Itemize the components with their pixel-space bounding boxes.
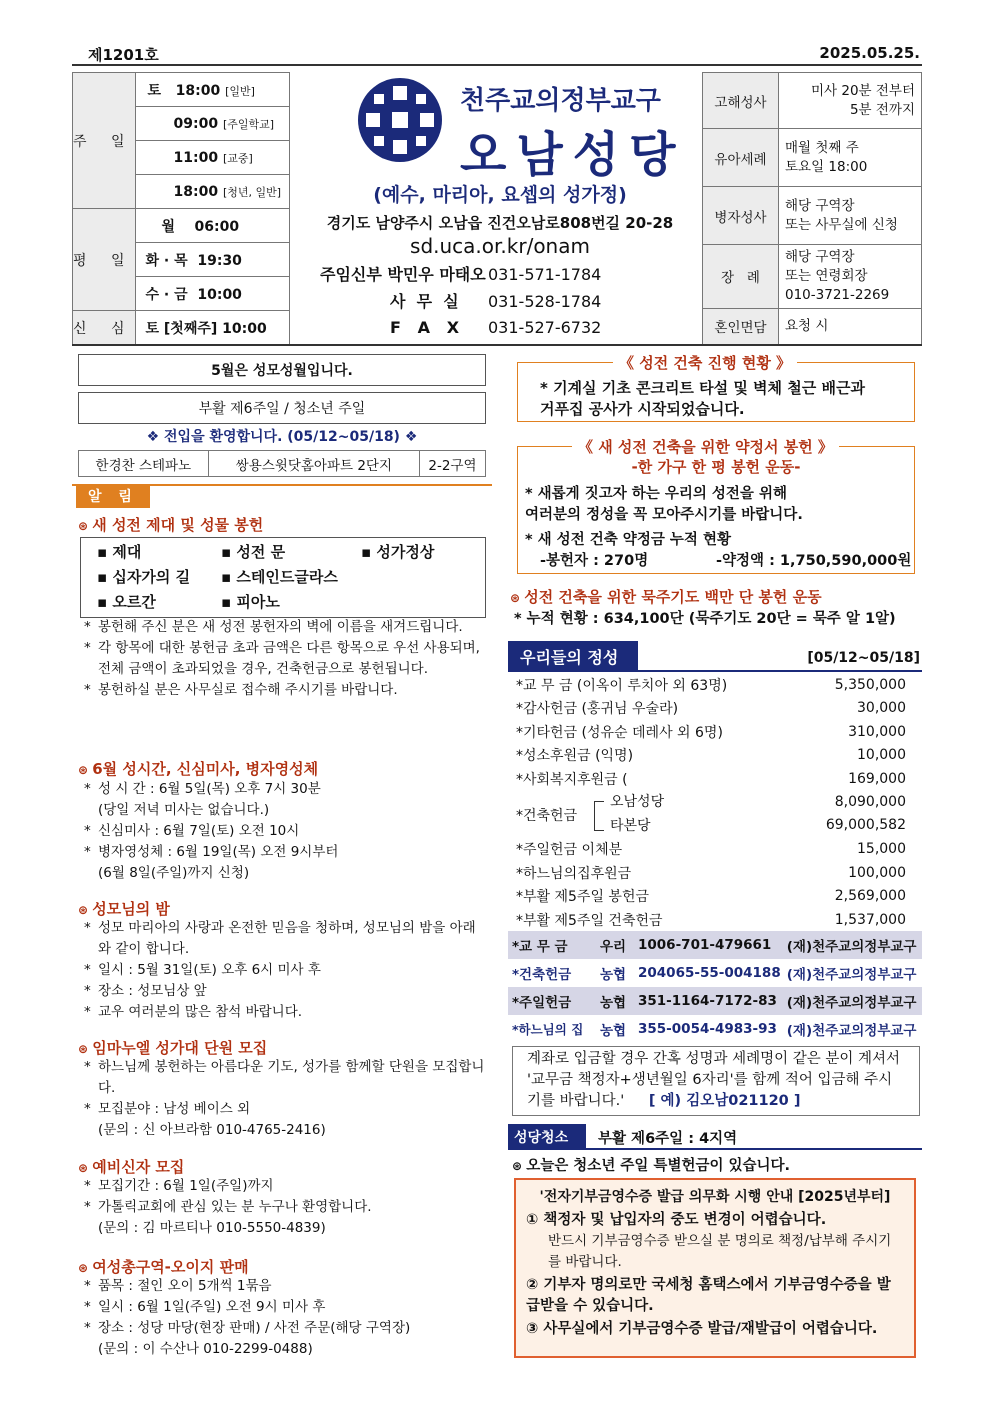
item: ▪ 스테인드글라스: [221, 568, 338, 586]
cleaning-text: 부활 제6주일 : 4지역: [598, 1131, 738, 1147]
mass-row: 토 18:00 [일반]: [135, 73, 290, 107]
website-link[interactable]: sd.uca.or.kr/onam: [410, 234, 590, 258]
cleaning-rule: [508, 1148, 922, 1150]
bank-label: *건축헌금: [512, 967, 572, 983]
offering-items-box: [80, 537, 486, 618]
offering-name: *기타헌금 (성유순 데레사 외 6명): [516, 724, 723, 741]
receipt-item: ② 기부자 명의로만 국세청 홈택스에서 기부금영수증을 발급받을 수 있습니다.: [526, 1277, 891, 1314]
bank-name: 농협: [600, 967, 627, 983]
welcome-title: ❖ 전입을 환영합니다. (05/12~05/18) ❖: [146, 429, 418, 445]
receipt-item: 반드시 기부금영수증 받으실 분 명의로 책정/납부해 주시기를 바랍니다.: [548, 1233, 892, 1270]
offering-name: *하느님의집후원금: [516, 865, 632, 882]
service-value: 매월 첫째 주 토요일 18:00: [779, 129, 922, 187]
bank-account: 355-0054-4983-93: [638, 1021, 777, 1037]
item: ▪ 제대: [97, 543, 142, 561]
construction-title: 《 성전 건축 진행 현황 》: [613, 352, 797, 373]
header-line: [72, 30, 922, 66]
mass-row: 토 [첫째주] 10:00: [135, 311, 290, 345]
divider: [72, 344, 922, 346]
building-name: 타본당: [610, 817, 651, 834]
church-name: 오남성당: [460, 127, 686, 183]
offering-name: *부활 제5주일 건축헌금: [516, 912, 663, 929]
newcomer-district: 2-2구역: [419, 451, 485, 477]
offering-amount: 100,000: [848, 864, 906, 881]
note: * 가톨릭교회에 관심 있는 분 누구나 환영합니다. (문의 : 김 마르티나 010-5550-4839): [80, 1197, 486, 1239]
offering-name: *부활 제5주일 봉헌금: [516, 889, 649, 906]
note: * 봉헌하실 분은 사무실로 접수해 주시기를 바랍니다.: [80, 680, 486, 701]
bank-table: [508, 931, 922, 1043]
pledge-subtitle: -한 가구 한 평 봉헌 운동-: [631, 458, 801, 476]
building-amounts: 8,090,000 69,000,582: [825, 794, 906, 833]
section-title: ⊛ 여성총구역-오이지 판매: [78, 1256, 249, 1277]
offering-rule: [508, 670, 922, 672]
deposit-example: [ 예) 김오남021120 ]: [648, 1093, 801, 1109]
notice-notes: [80, 1057, 486, 1141]
offering-table: [516, 673, 906, 932]
note: * 성모 마리아의 사랑과 온전한 믿음을 청하며, 성모님의 밤을 아래와 같이 합니다.: [80, 918, 486, 960]
offering-name: *주일헌금 이체분: [516, 842, 623, 859]
offering-title: 우리들의 정성: [508, 641, 638, 671]
mass-row: 18:00 [청년, 일반]: [135, 175, 290, 209]
mass-row: 11:00 [교중]: [135, 141, 290, 175]
service-value: 미사 20분 전부터 5분 전까지: [779, 73, 922, 129]
note: * 일시 : 5월 31일(토) 오후 6시 미사 후: [80, 960, 486, 981]
issue-date: 2025.05.25.: [819, 44, 920, 62]
note: * 병자영성체 : 6월 19일(목) 오전 9시부터 (6월 8일(주일)까지 신청): [80, 842, 486, 884]
notice-notes: [80, 1176, 486, 1239]
item: ▪ 피아노: [221, 593, 280, 611]
construction-text: * 기계실 기초 콘크리트 타설 및 벽체 철근 배근과 거푸집 공사가 시작되었습니다.: [540, 379, 865, 418]
receipt-title: '전자기부금영수증 발급 의무화 시행 안내 [2025년부터]: [539, 1189, 891, 1205]
offering-period: [05/12~05/18]: [807, 650, 920, 666]
service-label: 고해성사: [703, 73, 779, 129]
offering-name: *교 무 금 (이옥이 루치아 외 63명): [516, 677, 728, 694]
sacrament-table: [702, 72, 922, 345]
receipt-item: ③ 사무실에서 기부금영수증 발급/재발급이 어렵습니다.: [526, 1321, 878, 1337]
sunday-banner: 부활 제6주일 / 청소년 주일: [78, 392, 486, 424]
note: * 성 시 간 : 6월 5일(목) 오후 7시 30분 (당일 저녁 미사는 없습니다.): [80, 779, 486, 821]
section-title: ⊛ 새 성전 제대 및 성물 봉헌: [78, 514, 263, 535]
section-title: ⊛ 예비신자 모집: [78, 1156, 184, 1177]
service-label: 장 례: [703, 245, 779, 309]
mass-row: 화 · 목 19:30: [135, 243, 290, 277]
building-name: 오남성당: [610, 793, 665, 810]
newcomer-name: 한경찬 스테파노: [79, 451, 209, 477]
service-value: 해당 구역장 또는 연령회장 010-3721-2269: [779, 245, 922, 309]
notice-notes: [80, 918, 486, 1023]
bank-owner: (재)천주교의정부교구: [786, 939, 917, 955]
contact-row: 주임신부 박민우 마태오 031-571-1784: [320, 265, 602, 284]
note: * 모집분야 : 남성 베이스 외 (문의 : 신 아브라함 010-4765-2416): [80, 1099, 486, 1141]
service-label: 혼인면담: [703, 308, 779, 344]
contact-list: [320, 262, 601, 342]
pledge-text: * 새롭게 짓고자 하는 우리의 성전을 위해 여러분의 정성을 꼭 모아주시기를 바랍니다.: [525, 486, 803, 523]
offering-amount: 30,000: [857, 700, 906, 717]
parish-logo-icon: [357, 77, 443, 163]
bank-account: 204065-55-004188: [638, 965, 781, 981]
note: * 품목 : 절인 오이 5개씩 1묶음: [80, 1276, 490, 1297]
service-value: 요청 시: [779, 308, 922, 344]
newcomer-table: [78, 450, 486, 477]
month-banner: 5월은 성모성월입니다.: [78, 354, 486, 386]
building-fund-cell: [516, 791, 799, 838]
notice-badge: 알 림: [76, 484, 150, 508]
bank-name: 농협: [600, 1023, 627, 1039]
rosary-text: * 누적 현황 : 634,100단 (묵주기도 20단 = 묵주 알 1알): [514, 611, 896, 627]
item: [361, 590, 491, 615]
offering-amount: 5,350,000: [834, 676, 906, 693]
offering-amount: 10,000: [857, 747, 906, 764]
bank-account: 351-1164-7172-83: [638, 993, 777, 1009]
offering-amount: 169,000: [848, 770, 906, 787]
note: * 일시 : 6월 1일(주일) 오전 9시 미사 후: [80, 1297, 490, 1318]
newcomer-address: 쌍용스윗닷홈아파트 2단지: [208, 451, 419, 477]
note: * 하느님께 봉헌하는 아름다운 기도, 성가를 함께할 단원을 모집합니다.: [80, 1057, 486, 1099]
offering-name: *성소후원금 (익명): [516, 748, 634, 765]
mass-schedule-table: [72, 72, 290, 345]
note: * 봉헌해 주신 분은 새 성전 봉헌자의 벽에 이름을 새겨드립니다.: [80, 617, 486, 638]
mass-row: 월 06:00: [135, 209, 290, 243]
pledge-title: 《 새 성전 건축을 위한 약정서 봉헌 》: [572, 436, 839, 457]
bank-name: 우리: [600, 939, 627, 955]
offering-amount: 15,000: [857, 841, 906, 858]
note: * 장소 : 성당 마당(현장 판매) / 사전 주문(해당 구역장) (문의 : 이 수산나 010-2299-0488): [80, 1318, 490, 1360]
section-title: ⊛ 성모님의 밤: [78, 898, 170, 919]
deposit-text: 계좌로 입금할 경우 간혹 성명과 세례명이 같은 분이 계셔서 '교무금 책정자+생년월일 6자리'를 함께 적어 입금해 주시기를 바랍니다.': [527, 1051, 901, 1109]
offering-amount: 310,000: [848, 723, 906, 740]
bank-label: *하느님의 집: [512, 1022, 584, 1037]
item: ▪ 오르간: [97, 593, 156, 611]
weekday-label: 평 일: [73, 209, 136, 311]
bank-owner: (재)천주교의정부교구: [786, 967, 917, 983]
bank-account: 1006-701-479661: [638, 937, 772, 953]
mass-row: 수 · 금 10:00: [135, 277, 290, 311]
item: ▪ 십자가의 길: [97, 568, 191, 586]
bank-owner: (재)천주교의정부교구: [786, 995, 917, 1011]
contact-row: F A X 031-527-6732: [390, 318, 602, 337]
note: * 모집기간 : 6월 1일(주일)까지: [80, 1176, 486, 1197]
offering-name: *사회복지후원금 (: [516, 771, 628, 788]
youth-notice: ⊛ 오늘은 청소년 주일 특별헌금이 있습니다.: [512, 1158, 791, 1174]
offering-amount: 1,537,000: [834, 911, 906, 928]
pledge-count: -봉헌자 : 270명: [540, 553, 649, 569]
building-label: *건축헌금: [516, 807, 578, 824]
item: ▪ 성전 문: [221, 543, 286, 561]
bank-owner: (재)천주교의정부교구: [786, 1023, 917, 1039]
receipt-item: ① 책정자 및 납입자의 중도 변경이 어렵습니다.: [526, 1212, 827, 1228]
contact-row: 사 무 실 031-528-1784: [390, 291, 602, 311]
diocese-name: 천주교의정부교구: [460, 86, 661, 116]
church-subtitle: (예수, 마리아, 요셉의 성가정): [373, 184, 627, 206]
section-title: ⊛ 임마누엘 성가대 단원 모집: [78, 1037, 267, 1058]
section-title: ⊛ 6월 성시간, 신심미사, 병자영성체: [78, 758, 318, 779]
receipt-notice-box: [514, 1178, 916, 1358]
bracket: [594, 801, 604, 831]
rosary-title: ⊛ 성전 건축을 위한 묵주기도 백만 단 봉헌 운동: [510, 586, 822, 607]
pledge-amount: -약정액 : 1,750,590,000원: [716, 553, 912, 569]
note: * 교우 여러분의 많은 참석 바랍니다.: [80, 1002, 486, 1023]
shinsim-label: 신 심: [73, 311, 136, 345]
service-label: 유아세례: [703, 129, 779, 187]
note: * 각 항목에 대한 봉헌금 초과 금액은 다른 항목으로 우선 사용되며, 전체 금액이 초과되었을 경우, 건축헌금으로 봉헌됩니다.: [80, 638, 486, 680]
church-address: 경기도 남양주시 오남읍 진건오남로808번길 20-28: [326, 214, 674, 232]
offering-name: *감사헌금 (홍귀님 우술라): [516, 701, 679, 718]
service-label: 병자성사: [703, 187, 779, 245]
service-value: 해당 구역장 또는 사무실에 신청: [779, 187, 922, 245]
notice-notes: [80, 617, 486, 701]
item: [361, 565, 491, 590]
note: * 장소 : 성모님상 앞: [80, 981, 486, 1002]
issue-number: 제1201호: [88, 46, 159, 64]
bank-label: *주일헌금: [512, 995, 572, 1011]
bank-name: 농협: [600, 995, 627, 1011]
item: ▪ 성가정상: [361, 543, 435, 561]
notice-notes: [80, 1276, 490, 1360]
deposit-notice: [512, 1046, 920, 1116]
note: * 신심미사 : 6월 7일(토) 오전 10시: [80, 821, 486, 842]
mass-row: 09:00 [주일학교]: [135, 107, 290, 141]
bank-label: *교 무 금: [512, 939, 568, 955]
sunday-label: 주 일: [73, 73, 136, 209]
notice-notes: [80, 779, 486, 884]
pledge-status: * 새 성전 건축 약정금 누적 현황: [525, 532, 731, 548]
cleaning-badge: 성당청소: [508, 1124, 586, 1148]
offering-amount: 2,569,000: [834, 888, 906, 905]
